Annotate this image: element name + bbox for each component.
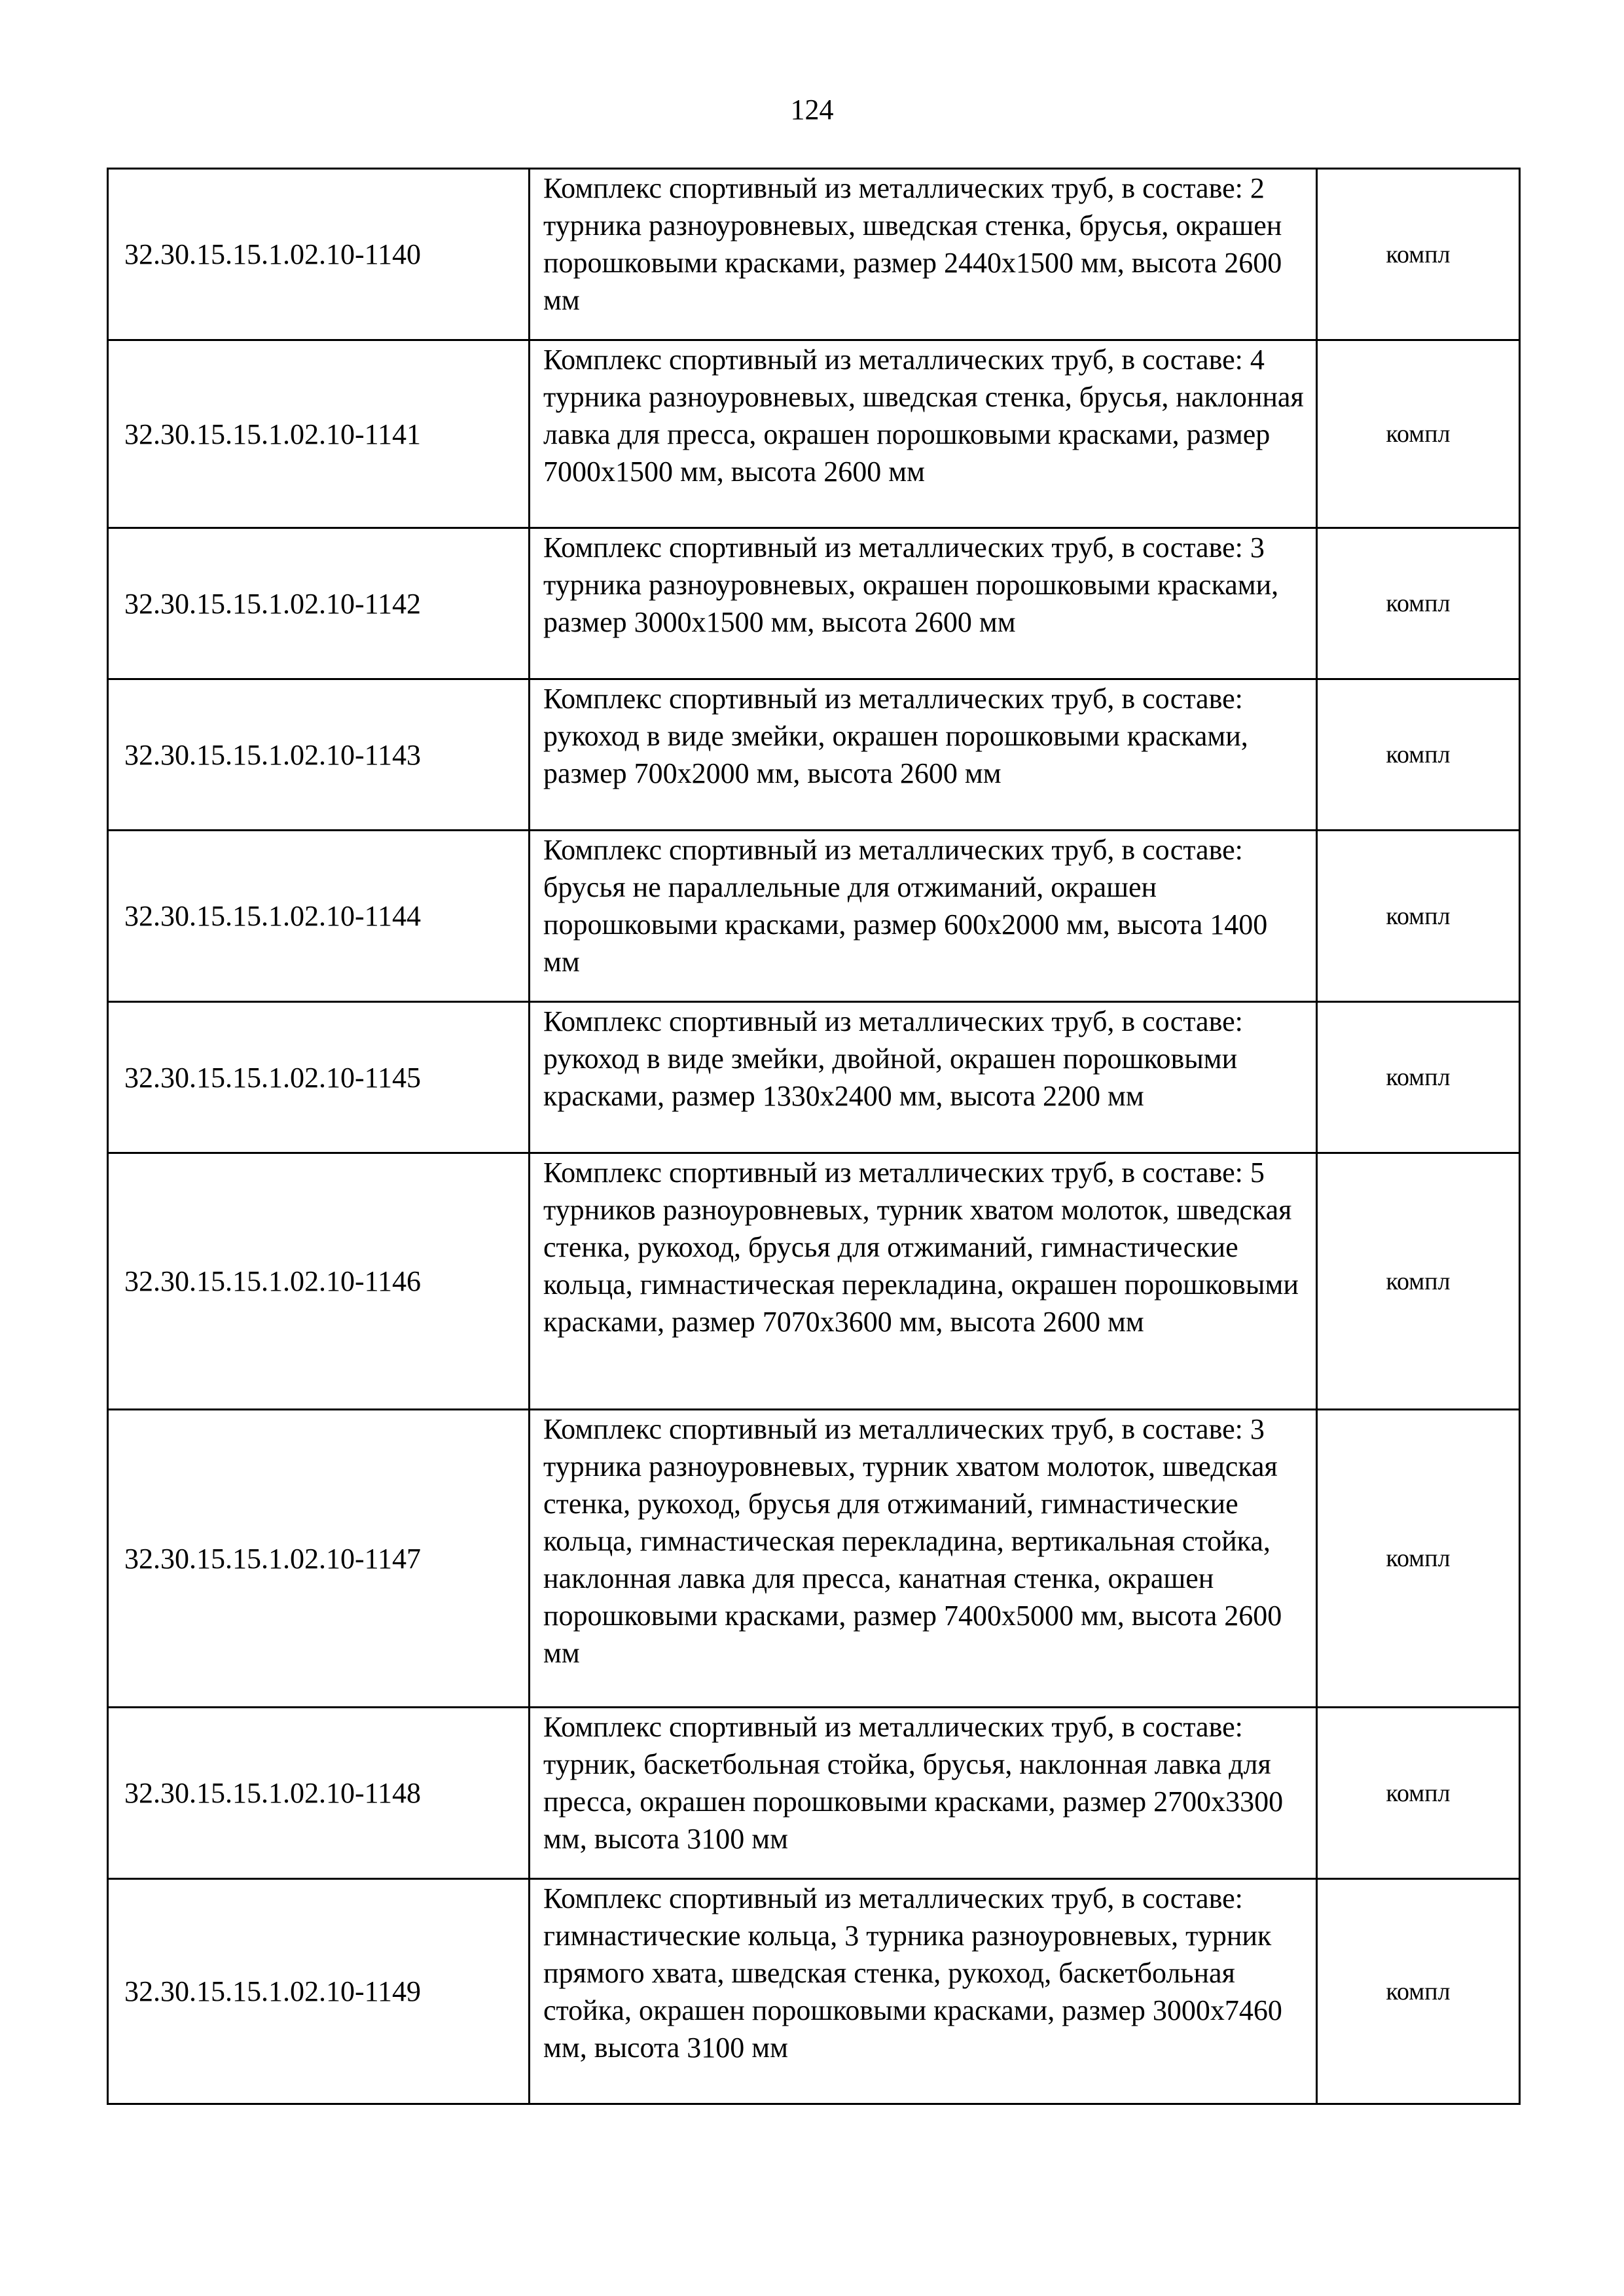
table-row [108, 1153, 1520, 1410]
item-code: 32.30.15.15.1.02.10-1141 [108, 340, 530, 528]
item-code: 32.30.15.15.1.02.10-1145 [108, 1002, 530, 1153]
item-unit: компл [1317, 1153, 1520, 1410]
item-unit: компл [1317, 1879, 1520, 2104]
table-row [108, 528, 1520, 679]
table-row [108, 831, 1520, 1002]
item-code: 32.30.15.15.1.02.10-1140 [108, 169, 530, 340]
resource-table [107, 168, 1521, 2105]
item-description: Комплекс спортивный из металлических труб, в составе: 5 турников разноуровневых, турник хватом молоток, шведская стенка, рукоход, брусья для отжиманий, гимнастические кольца, гимнастическая перекладина, окрашен порошковыми красками, размер 7070х3600 мм, высота 2600 мм [530, 1153, 1317, 1410]
item-code: 32.30.15.15.1.02.10-1148 [108, 1708, 530, 1879]
item-unit: компл [1317, 1708, 1520, 1879]
item-code: 32.30.15.15.1.02.10-1147 [108, 1410, 530, 1708]
item-description: Комплекс спортивный из металлических труб, в составе: рукоход в виде змейки, окрашен порошковыми красками, размер 700х2000 мм, высота 2600 мм [530, 679, 1317, 831]
item-description: Комплекс спортивный из металлических труб, в составе: 3 турника разноуровневых, окрашен порошковыми красками, размер 3000х1500 мм, высота 2600 мм [530, 528, 1317, 679]
table-row [108, 679, 1520, 831]
item-unit: компл [1317, 831, 1520, 1002]
item-description: Комплекс спортивный из металлических труб, в составе: турник, баскетбольная стойка, брусья, наклонная лавка для пресса, окрашен порошковыми красками, размер 2700х3300 мм, высота 3100 мм [530, 1708, 1317, 1879]
item-code: 32.30.15.15.1.02.10-1146 [108, 1153, 530, 1410]
page-number: 124 [790, 94, 834, 126]
item-description: Комплекс спортивный из металлических труб, в составе: 2 турника разноуровневых, шведская стенка, брусья, окрашен порошковыми красками, размер 2440х1500 мм, высота 2600 мм [530, 169, 1317, 340]
item-code: 32.30.15.15.1.02.10-1144 [108, 831, 530, 1002]
table-row [108, 169, 1520, 340]
item-unit: компл [1317, 1002, 1520, 1153]
table-row [108, 1879, 1520, 2104]
table-row [108, 1410, 1520, 1708]
item-description: Комплекс спортивный из металлических труб, в составе: гимнастические кольца, 3 турника разноуровневых, турник прямого хвата, шведская стенка, рукоход, баскетбольная стойка, окрашен порошковыми красками, размер 3000х7460 мм, высота 3100 мм [530, 1879, 1317, 2104]
item-code: 32.30.15.15.1.02.10-1149 [108, 1879, 530, 2104]
item-description: Комплекс спортивный из металлических труб, в составе: 4 турника разноуровневых, шведская стенка, брусья, наклонная лавка для пресса, окрашен порошковыми красками, размер 7000х1500 мм, высота 2600 мм [530, 340, 1317, 528]
item-unit: компл [1317, 528, 1520, 679]
item-unit: компл [1317, 679, 1520, 831]
table-row [108, 340, 1520, 528]
item-code: 32.30.15.15.1.02.10-1143 [108, 679, 530, 831]
item-unit: компл [1317, 1410, 1520, 1708]
item-description: Комплекс спортивный из металлических труб, в составе: рукоход в виде змейки, двойной, окрашен порошковыми красками, размер 1330х2400 мм, высота 2200 мм [530, 1002, 1317, 1153]
item-description: Комплекс спортивный из металлических труб, в составе: 3 турника разноуровневых, турник хватом молоток, шведская стенка, рукоход, брусья для отжиманий, гимнастические кольца, гимнастическая перекладина, вертикальная стойка, наклонная лавка для пресса, канатная стенка, окрашен порошковыми красками, размер 7400х5000 мм, высота 2600 мм [530, 1410, 1317, 1708]
item-unit: компл [1317, 169, 1520, 340]
table-row [108, 1002, 1520, 1153]
item-unit: компл [1317, 340, 1520, 528]
item-code: 32.30.15.15.1.02.10-1142 [108, 528, 530, 679]
table-row [108, 1708, 1520, 1879]
item-description: Комплекс спортивный из металлических труб, в составе: брусья не параллельные для отжиманий, окрашен порошковыми красками, размер 600х2000 мм, высота 1400 мм [530, 831, 1317, 1002]
